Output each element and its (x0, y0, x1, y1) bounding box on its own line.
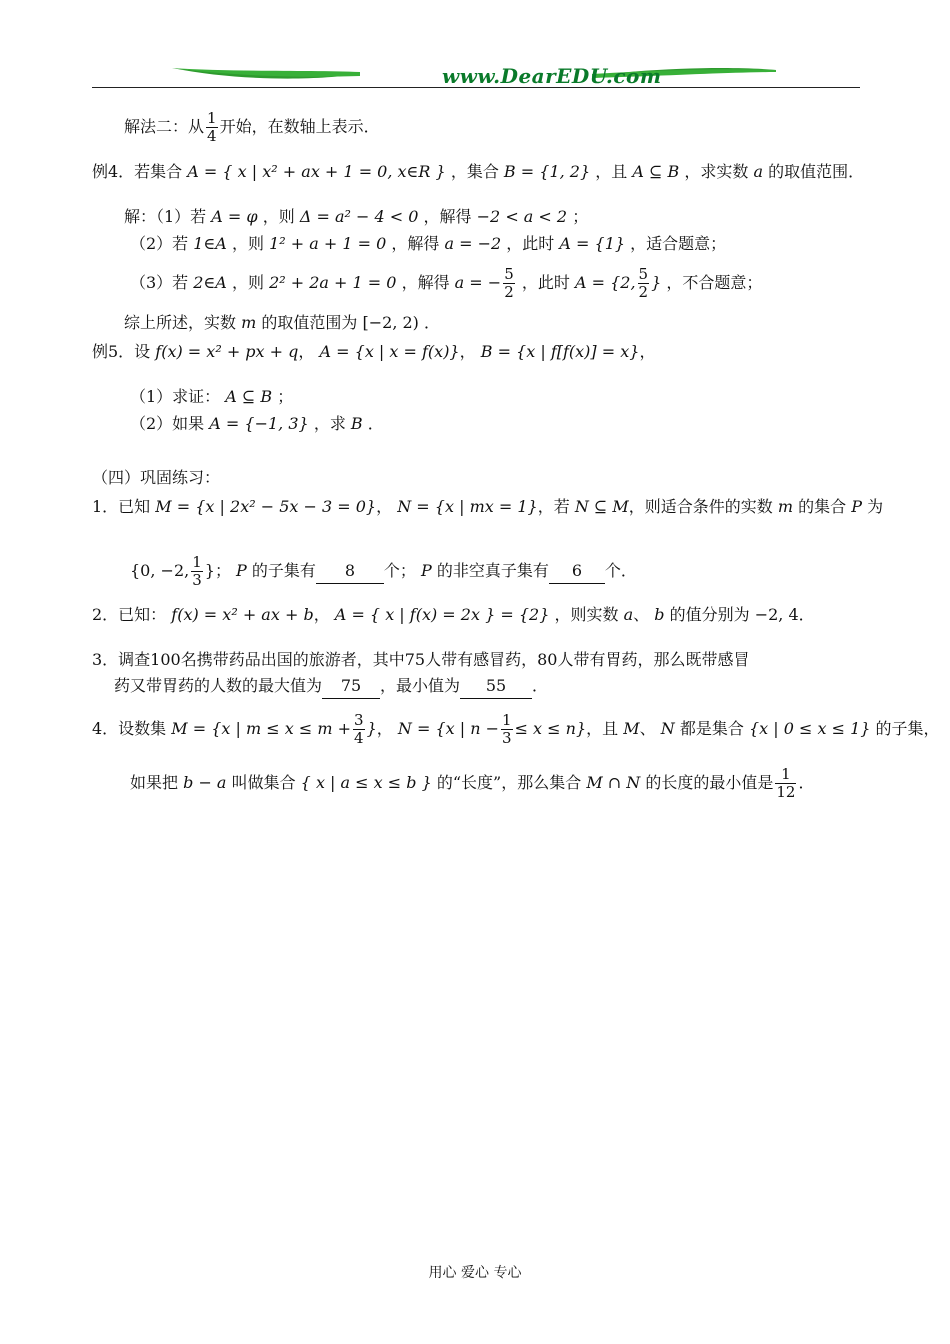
math: A = { x | f(x) = 2x } = {2} (334, 605, 550, 624)
text: ， (376, 719, 393, 738)
math: f(x) = x² + ax + b (171, 605, 314, 624)
math: P (421, 561, 432, 580)
text: 个． (604, 561, 637, 580)
text: ， (459, 342, 476, 361)
text: 例5．设 (92, 342, 151, 361)
method-two-line (124, 110, 380, 145)
example-4 (92, 160, 864, 184)
math: M = {x | m ≤ x ≤ m + (171, 719, 352, 738)
text: ， (298, 342, 315, 361)
text: 个； (383, 561, 416, 580)
answer-blank: 55 (460, 674, 532, 699)
text: ，则 (231, 234, 264, 253)
math: A = {1} (559, 234, 626, 253)
solution-case-1 (124, 205, 588, 229)
math: ≤ x ≤ n} (514, 719, 587, 738)
math: N ⊆ M (574, 497, 629, 516)
text: ，解得 (423, 207, 472, 226)
fraction (775, 766, 796, 801)
math: B = {x | f[f(x)] = x} (480, 342, 640, 361)
text: 都是集合 (679, 719, 744, 738)
problem-3: 3．调查100名携带药品出国的旅游者，其中75人带有感冒药，80人带有胃药，那么既带感冒 (92, 650, 750, 669)
text: ，适合题意； (630, 234, 727, 253)
text: ， (376, 497, 393, 516)
math: } (651, 273, 662, 292)
math: a = −2 (444, 234, 502, 253)
section-heading: （四）巩固练习： (92, 468, 221, 487)
answer-blank: 75 (322, 674, 380, 699)
text: 解法二：从 (124, 117, 205, 136)
site-logo-text: www.DearEDU.com (442, 64, 662, 88)
text: （3）若 (130, 273, 189, 292)
frac-num: 3 (354, 711, 364, 729)
text: 解：（1）若 (124, 207, 207, 226)
math: N = {x | n − (397, 719, 500, 738)
text: ． (367, 414, 384, 433)
fraction (638, 266, 650, 301)
frac-den: 12 (776, 783, 796, 801)
math: A = { x | x² + ax + 1 = 0, x∈R } (187, 162, 446, 181)
text: 的子集有 (251, 561, 316, 580)
frac-num: 5 (638, 265, 649, 283)
text: ，则 (262, 207, 295, 226)
math: A = {2, (574, 273, 636, 292)
math: −2 < a < 2 (476, 207, 568, 226)
text: ，且 (586, 719, 619, 738)
math: { x | a ≤ x ≤ b } (300, 773, 432, 792)
example-5-part-2 (130, 412, 384, 436)
math: N = {x | mx = 1} (397, 497, 538, 516)
problem-3-cont (114, 674, 548, 699)
math: m (241, 313, 257, 332)
text: ． (424, 313, 441, 332)
page-footer: 用心 爱心 专心 (428, 1265, 522, 1281)
text: ； (214, 561, 231, 580)
text: ，解得 (391, 234, 440, 253)
math: f(x) = x² + px + q (155, 342, 299, 361)
math: 1² + a + 1 = 0 (269, 234, 387, 253)
problem-1 (92, 495, 883, 519)
frac-num: 5 (504, 265, 514, 283)
text: ，且 (595, 162, 628, 181)
text: 的子集， (875, 719, 940, 738)
problem-2 (92, 603, 815, 627)
header-rule (92, 87, 860, 88)
text: 的取值范围为 (261, 313, 358, 332)
text: （1）求证： (130, 387, 221, 406)
fraction (191, 554, 203, 589)
text: ，则实数 (554, 605, 619, 624)
frac-num: 1 (775, 766, 796, 784)
frac-den: 2 (504, 283, 514, 301)
math: } (204, 561, 215, 580)
math: } (366, 719, 377, 738)
text: 开始，在数轴上表示． (219, 117, 380, 136)
math: M (623, 719, 640, 738)
math: A = {x | x = f(x)} (319, 342, 460, 361)
text: ， (313, 605, 330, 624)
text: 、 (639, 719, 656, 738)
math: A = {−1, 3} (209, 414, 309, 433)
example-5 (92, 340, 655, 364)
problem-1-answer (130, 554, 637, 589)
text: 例4．若集合 (92, 162, 183, 181)
text: 综上所述，实数 (124, 313, 237, 332)
text: ． (798, 605, 815, 624)
text: ，求实数 (684, 162, 749, 181)
math: N (660, 719, 675, 738)
math: A ⊆ B (632, 162, 680, 181)
math: m (777, 497, 794, 516)
text: 叫做集合 (231, 773, 296, 792)
text: ； (572, 207, 589, 226)
text: 、 (633, 605, 650, 624)
fraction (206, 110, 218, 145)
frac-den: 3 (502, 729, 512, 747)
text: 的集合 (798, 497, 847, 516)
frac-den: 4 (354, 729, 364, 747)
math: P (851, 497, 863, 516)
text: ，则适合条件的实数 (628, 497, 773, 516)
frac-num: 1 (207, 109, 217, 127)
math: a (623, 605, 634, 624)
text: 的非空真子集有 (436, 561, 549, 580)
math: [−2, 2) (362, 313, 419, 332)
math: M = {x | 2x² − 5x − 3 = 0} (155, 497, 377, 516)
text: 为 (867, 497, 884, 516)
math: A = φ (211, 207, 258, 226)
example-5-part-1 (130, 385, 293, 409)
text: ． (798, 773, 815, 792)
text: 4．设数集 (92, 719, 167, 738)
text: 药又带胃药的人数的最大值为 (114, 676, 323, 695)
frac-den: 3 (192, 571, 202, 589)
text: 的取值范围． (768, 162, 865, 181)
math: 2² + 2a + 1 = 0 (269, 273, 397, 292)
fraction (353, 712, 365, 747)
math: M ∩ N (586, 773, 641, 792)
text: ， (639, 342, 656, 361)
answer-blank: 6 (549, 559, 605, 584)
text: ，最小值为 (380, 676, 461, 695)
math: Δ = a² − 4 < 0 (299, 207, 419, 226)
text: ，不合题意； (666, 273, 763, 292)
math: P (236, 561, 247, 580)
frac-num: 1 (502, 711, 512, 729)
fraction (503, 266, 515, 301)
text: 的值分别为 (669, 605, 750, 624)
math: B = {1, 2} (503, 162, 591, 181)
text: （2）若 (130, 234, 189, 253)
text: ，则 (231, 273, 264, 292)
math: B (350, 414, 363, 433)
text: ，此时 (506, 234, 555, 253)
math: a (753, 162, 763, 181)
problem-4 (92, 712, 940, 747)
math: a = − (454, 273, 502, 292)
text: ，若 (537, 497, 570, 516)
problem-4-cont (130, 766, 815, 801)
answer: −2, 4 (754, 605, 799, 624)
text: ，求 (313, 414, 346, 433)
solution-case-3 (130, 266, 762, 301)
math: 2∈A (193, 273, 227, 292)
text: ，此时 (521, 273, 570, 292)
header-banner (92, 60, 860, 90)
math: {x | 0 ≤ x ≤ 1} (748, 719, 871, 738)
text: 的“长度”，那么集合 (436, 773, 582, 792)
solution-case-2 (130, 232, 726, 256)
frac-num: 1 (192, 553, 202, 571)
text: ． (532, 676, 549, 695)
text: （2）如果 (130, 414, 205, 433)
text: ，解得 (401, 273, 450, 292)
text: 1．已知 (92, 497, 151, 516)
text: 的长度的最小值是 (645, 773, 774, 792)
summary-line (124, 311, 440, 335)
math: b (654, 605, 665, 624)
text: ； (277, 387, 294, 406)
fraction (501, 712, 513, 747)
text: 2．已知： (92, 605, 167, 624)
text: 如果把 (130, 773, 179, 792)
math: A ⊆ B (225, 387, 273, 406)
answer-blank: 8 (316, 559, 384, 584)
frac-den: 4 (207, 127, 217, 145)
math: b − a (183, 773, 227, 792)
frac-den: 2 (638, 283, 649, 301)
text: ，集合 (450, 162, 499, 181)
math: {0, −2, (130, 561, 190, 580)
math: 1∈A (193, 234, 227, 253)
